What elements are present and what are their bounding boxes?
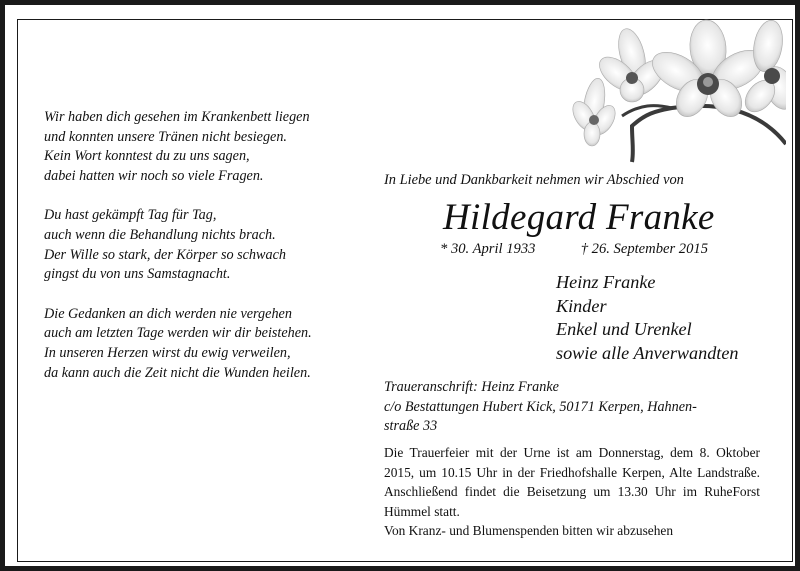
orchid-branch-icon — [560, 16, 786, 166]
farewell-intro: In Liebe und Dankbarkeit nehmen wir Abschied von — [384, 172, 684, 188]
poem-line: Kein Wort konntest du zu uns sagen, — [44, 148, 250, 165]
mourner: sowie alle Anverwandten — [556, 342, 739, 363]
poem-line: und konnten unsere Tränen nicht besiegen. — [44, 128, 287, 145]
address-line: straße 33 — [384, 418, 438, 434]
memorial-poem — [44, 108, 364, 403]
poem-stanza — [44, 206, 364, 284]
mourners-list — [556, 271, 739, 365]
poem-line: Wir haben dich gesehen im Krankenbett liegen — [44, 109, 310, 125]
poem-stanza — [44, 108, 364, 186]
mourner: Heinz Franke — [556, 272, 656, 292]
poem-line: In unseren Herzen wirst du ewig verweilen, — [44, 344, 291, 361]
poem-line: da kann auch die Zeit nicht die Wunden heilen. — [44, 364, 311, 381]
poem-line: auch am letzten Tage werden wir dir beistehen. — [44, 325, 312, 342]
poem-line: auch wenn die Behandlung nichts brach. — [44, 226, 276, 243]
poem-line: Die Gedanken an dich werden nie vergehen — [44, 305, 292, 322]
poem-line: Du hast gekämpft Tag für Tag, — [44, 207, 217, 224]
poem-line: Der Wille so stark, der Körper so schwach — [44, 246, 286, 263]
address-line: Traueranschrift: Heinz Franke — [384, 379, 559, 395]
poem-stanza — [44, 305, 364, 383]
death-date: † 26. September 2015 — [580, 241, 708, 257]
life-dates — [440, 241, 708, 258]
mourner: Kinder — [556, 295, 607, 316]
poem-line: gingst du von uns Samstagnacht. — [44, 266, 231, 283]
deceased-name: Hildegard Franke — [443, 197, 715, 238]
mourner: Enkel und Urenkel — [556, 319, 692, 339]
mourning-address — [384, 378, 764, 437]
address-line: c/o Bestattungen Hubert Kick, 50171 Kerpen, Hahnen- — [384, 398, 697, 415]
birth-date: * 30. April 1933 — [440, 241, 536, 257]
poem-line: dabei hatten wir noch so viele Fragen. — [44, 167, 264, 184]
flower-donation-note: Von Kranz- und Blumenspenden bitten wir abzusehen — [384, 523, 674, 539]
funeral-service-info — [384, 443, 760, 541]
service-text: Die Trauerfeier mit der Urne ist am Donnerstag, dem 8. Oktober 2015, um 10.15 Uhr in der Friedhofshalle Kerpen, Alte Landstraße. Anschließend findet die Beisetzung um 13.30 Uhr im RuheForst Hümmel statt. — [384, 445, 760, 519]
